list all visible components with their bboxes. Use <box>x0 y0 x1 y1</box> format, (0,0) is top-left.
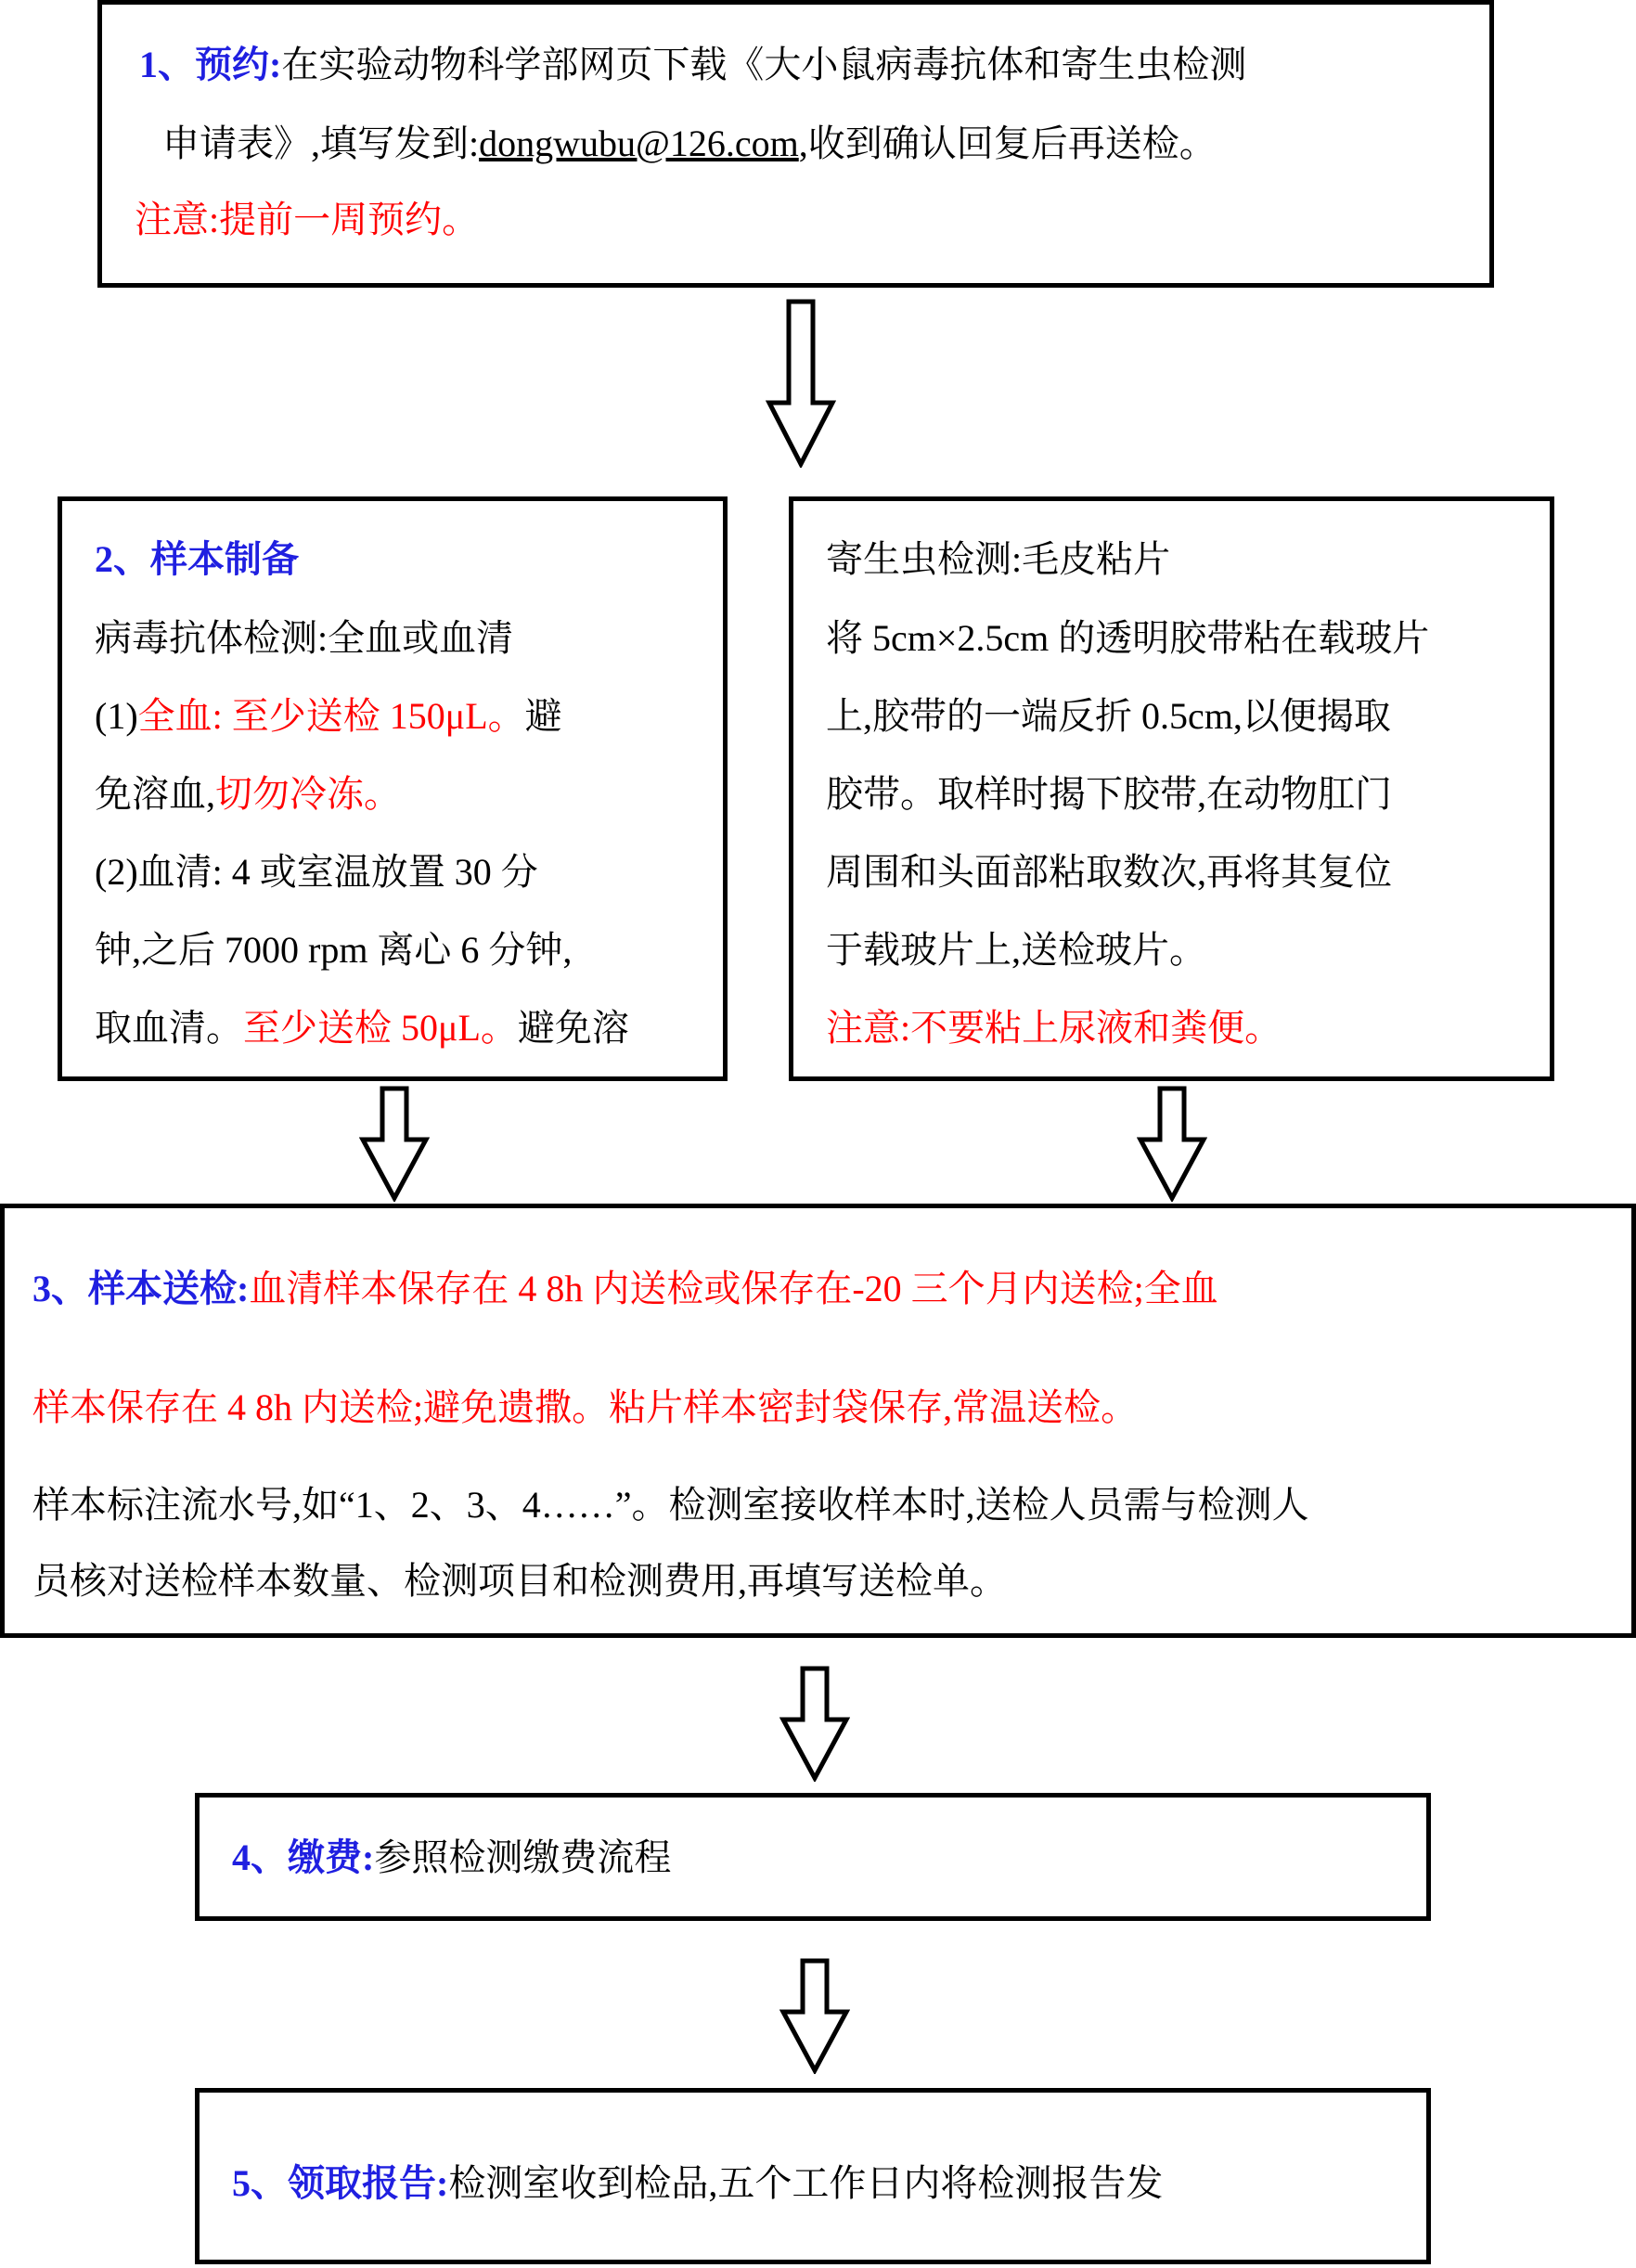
parasite-line2: 上,胶带的一端反折 0.5cm,以便揭取 <box>826 695 1391 737</box>
step2-item1-tail: 避 <box>524 695 562 737</box>
down-arrow-icon <box>1137 1086 1207 1202</box>
step3-line3: 样本标注流水号,如“1、2、3、4……”。检测室接收样本时,送检人员需与检测人 <box>32 1484 1309 1526</box>
parasite-line4: 周围和头面部粘取数次,再将其复位 <box>826 851 1392 893</box>
parasite-line3: 胶带。取样时揭下胶带,在动物肛门 <box>826 773 1392 815</box>
step1-note: 注意:提前一周预约。 <box>135 199 480 240</box>
step2-subtitle: 病毒抗体检测:全血或血清 <box>95 617 514 659</box>
parasite-line5: 于载玻片上,送检玻片。 <box>826 929 1206 971</box>
step2-item2-line3-tail: 避免溶 <box>517 1007 629 1049</box>
step3-red-line2: 样本保存在 4 8h 内送检;避免遗撒。粘片样本密封袋保存,常温送检。 <box>32 1386 1139 1428</box>
parasite-line1: 将 5cm×2.5cm 的透明胶带粘在载玻片 <box>826 617 1430 659</box>
parasite-note: 注意:不要粘上尿液和粪便。 <box>826 1007 1282 1049</box>
step1-line2-pre: 申请表》,填写发到: <box>162 122 480 164</box>
step1-email-link[interactable]: dongwubu@126.com <box>479 122 799 164</box>
step2-item1-line2-red: 切勿冷冻。 <box>215 773 401 815</box>
step1-line1: 在实验动物科学部网页下载《大小鼠病毒抗体和寄生虫检测 <box>281 44 1247 85</box>
step2-sample-prep-box <box>58 496 728 1081</box>
step2-item2-line3-red: 至少送检 50μL。 <box>243 1007 518 1049</box>
step1-title: 1、预约: <box>139 44 282 85</box>
down-arrow-icon <box>779 1666 850 1782</box>
down-arrow-icon <box>779 1958 850 2074</box>
down-arrow-icon <box>359 1086 430 1202</box>
step2-item1-red: 全血: 至少送检 150μL。 <box>137 695 525 737</box>
step4-payment-box <box>195 1793 1431 1921</box>
parasite-test-box <box>789 496 1554 1081</box>
step4-title: 4、缴费: <box>232 1836 375 1878</box>
parasite-title: 寄生虫检测:毛皮粘片 <box>826 538 1171 580</box>
step4-text: 参照检测缴费流程 <box>374 1836 672 1878</box>
step3-red-line1: 血清样本保存在 4 8h 内送检或保存在-20 三个月内送检;全血 <box>249 1268 1218 1309</box>
step1-line2-post: ,收到确认回复后再送检。 <box>798 122 1217 164</box>
step5-title: 5、领取报告: <box>232 2162 449 2204</box>
step2-item1-line2: 免溶血, <box>95 773 215 815</box>
step2-item2-line2: 钟,之后 7000 rpm 离心 6 分钟, <box>95 929 573 971</box>
step5-report-box <box>195 2088 1431 2264</box>
step2-item2-line3: 取血清。 <box>95 1007 243 1049</box>
step3-title: 3、样本送检: <box>32 1268 250 1309</box>
step2-item2-line1: (2)血清: 4 或室温放置 30 分 <box>95 851 538 893</box>
step1-box <box>97 0 1494 288</box>
step2-title: 2、样本制备 <box>95 538 299 580</box>
step3-line4: 员核对送检样本数量、检测项目和检测费用,再填写送检单。 <box>32 1560 1007 1602</box>
step3-submission-box <box>0 1204 1636 1638</box>
step2-item1-prefix: (1) <box>95 695 138 737</box>
down-arrow-icon <box>766 299 836 468</box>
step5-text: 检测室收到检品,五个工作日内将检测报告发 <box>448 2162 1164 2204</box>
